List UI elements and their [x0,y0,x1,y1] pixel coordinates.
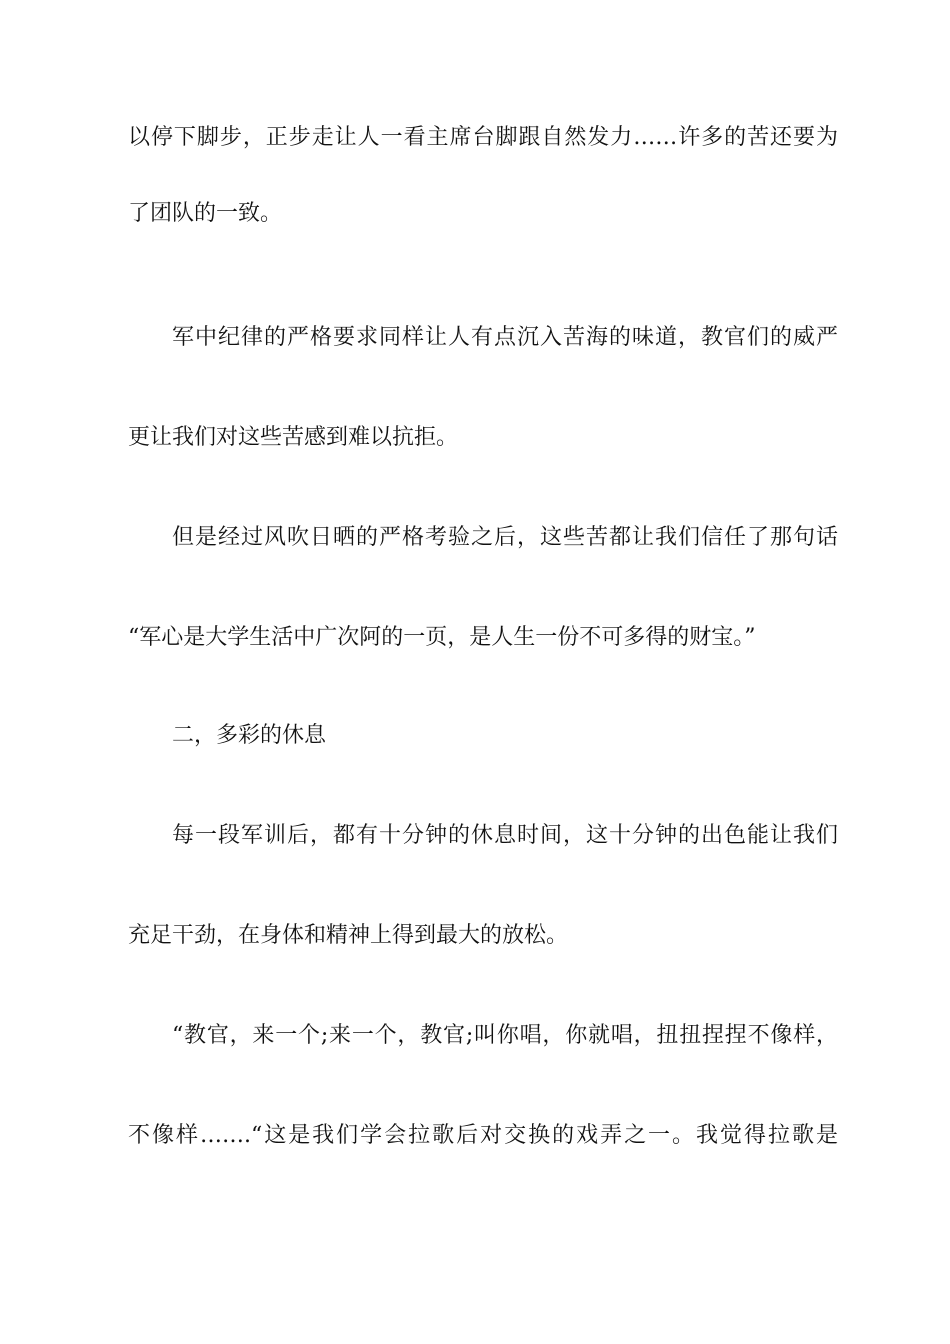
text-line: “军心是大学生活中广次阿的一页，是人生一份不可多得的财宝。” [128,625,756,650]
text-line: 了团队的一致。 [128,201,283,226]
text-line: 不像样…….“这是我们学会拉歌后对交换的戏弄之一。我觉得拉歌是 [128,1123,838,1148]
text-line: 军中纪律的严格要求同样让人有点沉入苦海的味道，教官们的威严 [172,325,838,350]
text-line: 每一段军训后，都有十分钟的休息时间，这十分钟的出色能让我们 [172,823,838,848]
section-heading: 二，多彩的休息 [172,723,327,748]
text-line: 更让我们对这些苦感到难以抗拒。 [128,425,459,450]
text-line: 以停下脚步，正步走让人一看主席台脚跟自然发力……许多的苦还要为 [128,125,838,150]
text-line: 但是经过风吹日晒的严格考验之后，这些苦都让我们信任了那句话 [172,525,838,550]
text-line: 充足干劲，在身体和精神上得到最大的放松。 [128,923,569,948]
text-line: “教官，来一个;来一个，教官;叫你唱，你就唱，扭扭捏捏不像样， [172,1023,838,1048]
